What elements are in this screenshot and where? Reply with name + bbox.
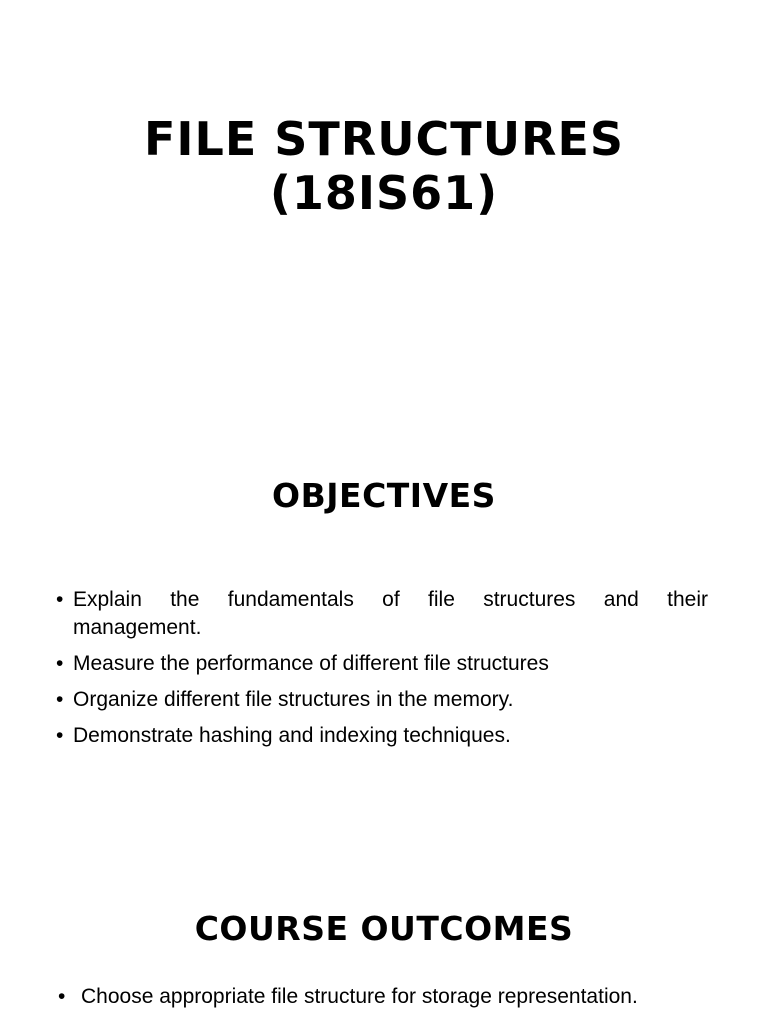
list-item-text-line-2: management.	[73, 616, 202, 639]
list-item	[56, 722, 708, 750]
course-outcomes-list	[58, 983, 710, 1019]
list-item-text-line-1: Explain the fundamentals of file structures and their	[73, 588, 708, 611]
bullet-icon: •	[58, 985, 66, 1008]
bullet-icon: •	[56, 588, 64, 611]
bullet-icon: •	[56, 688, 64, 711]
bullet-icon: •	[56, 652, 64, 675]
list-item	[56, 686, 708, 714]
objectives-list	[56, 586, 708, 758]
objectives-heading: OBJECTIVES	[272, 476, 496, 515]
document-title	[0, 112, 768, 220]
course-outcomes-heading: COURSE OUTCOMES	[194, 909, 574, 948]
list-item-text: Choose appropriate file structure for storage representation.	[81, 985, 638, 1008]
title-line-2: (18IS61)	[269, 166, 499, 220]
list-item	[56, 586, 708, 642]
bullet-icon: •	[56, 724, 64, 747]
list-item-text: Demonstrate hashing and indexing techniques.	[73, 724, 511, 747]
list-item-text: Measure the performance of different file structures	[73, 652, 549, 675]
list-item	[58, 983, 710, 1011]
title-line-1: FILE STRUCTURES	[143, 112, 625, 166]
list-item	[56, 650, 708, 678]
list-item-text: Organize different file structures in the memory.	[73, 688, 514, 711]
